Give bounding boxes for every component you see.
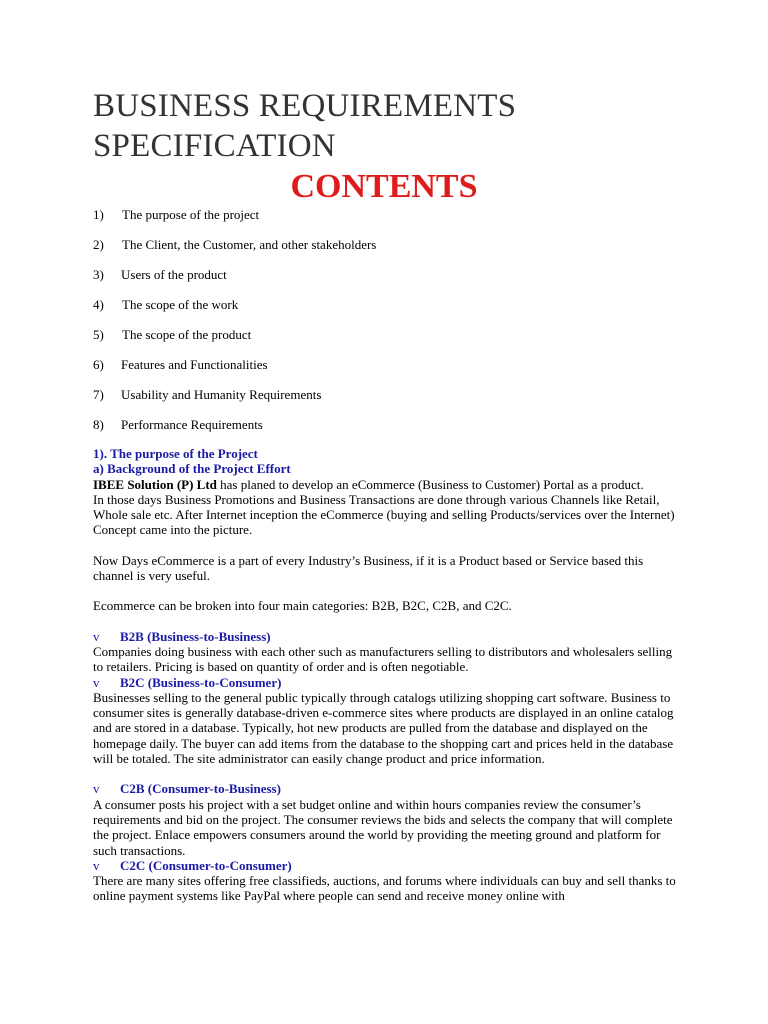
- toc-number: 5): [93, 327, 104, 342]
- document-title: [93, 86, 516, 166]
- category-heading: C2B (Consumer-to-Business): [120, 781, 281, 797]
- toc-label: Features and Functionalities: [121, 357, 268, 372]
- category-heading: B2B (Business-to-Business): [120, 628, 271, 644]
- intro-paragraph: [93, 477, 683, 492]
- toc-number: 8): [93, 417, 104, 432]
- category-heading: C2C (Consumer-to-Consumer): [120, 857, 292, 873]
- bullet-icon: v: [93, 781, 100, 797]
- category-text: Businesses selling to the general public typically through catalogs utilizing shopping cart software. Business to consumer sites is generally database-driven e-commerce sites where products are displayed in an online catalog and are stored in a database. Typically, hot new products are pulled from the database and displayed on the homepage daily. The buyer can add items from the database to the shopping cart and prices held in the database will be totaled. The site administrator can easily change product and price information.: [93, 689, 674, 767]
- category-text: There are many sites offering free classifieds, auctions, and forums where individuals can buy and sell thanks to online payment systems like PayPal where people can send and receive money online with: [93, 873, 676, 904]
- toc-label: Usability and Humanity Requirements: [121, 387, 322, 402]
- toc-label: The scope of the product: [122, 327, 252, 342]
- category-heading: B2C (Business-to-Consumer): [120, 674, 282, 690]
- contents-heading: CONTENTS: [290, 168, 478, 205]
- section-subheading: a) Background of the Project Effort: [93, 461, 291, 477]
- company-name: IBEE Solution (P) Ltd: [93, 476, 217, 492]
- toc-number: 7): [93, 387, 104, 402]
- title-line-1: BUSINESS REQUIREMENTS: [93, 88, 517, 124]
- paragraph: Ecommerce can be broken into four main categories: B2B, B2C, C2B, and C2C.: [93, 598, 512, 614]
- paragraph: In those days Business Promotions and Business Transactions are done through various Channels like Retail, Whole sale etc. After Internet inception the eCommerce (buying and selling Products/services over the Internet) Concept came into the picture.: [93, 491, 675, 538]
- section-purpose: [93, 446, 683, 904]
- toc-number: 4): [93, 297, 104, 312]
- toc-number: 2): [93, 237, 104, 252]
- category-b2b: [93, 629, 683, 675]
- toc-number: 3): [93, 267, 104, 282]
- category-c2c: [93, 858, 683, 904]
- bullet-icon: v: [93, 628, 100, 644]
- intro-text: has planed to develop an eCommerce (Business to Customer) Portal as a product.: [216, 476, 644, 492]
- toc-label: The Client, the Customer, and other stakeholders: [122, 237, 377, 252]
- toc-label: Performance Requirements: [121, 417, 263, 432]
- category-text: A consumer posts his project with a set budget online and within hours companies review the consumer’s requirements and bid on the project. The consumer reviews the bids and selects the company that will complete the project. Enlace empowers consumers around the world by providing the meeting ground and platform for such transactions.: [93, 796, 673, 858]
- title-line-2: SPECIFICATION: [93, 128, 336, 164]
- toc-number: 1): [93, 207, 104, 222]
- paragraph: Now Days eCommerce is a part of every Industry’s Business, if it is a Product based or Service based this channel is very useful.: [93, 552, 644, 584]
- toc-label: The scope of the work: [122, 297, 239, 312]
- toc-label: Users of the product: [121, 267, 227, 282]
- category-text: Companies doing business with each other such as manufacturers selling to distributors and wholesalers selling to retailers. Pricing is based on quantity of order and is often negotiable.: [93, 643, 673, 675]
- toc-number: 6): [93, 357, 104, 372]
- category-c2b: [93, 781, 683, 857]
- bullet-icon: v: [93, 857, 100, 873]
- category-b2c: [93, 675, 683, 767]
- bullet-icon: v: [93, 674, 100, 690]
- toc-label: The purpose of the project: [122, 207, 260, 222]
- section-heading: 1). The purpose of the Project: [93, 446, 258, 461]
